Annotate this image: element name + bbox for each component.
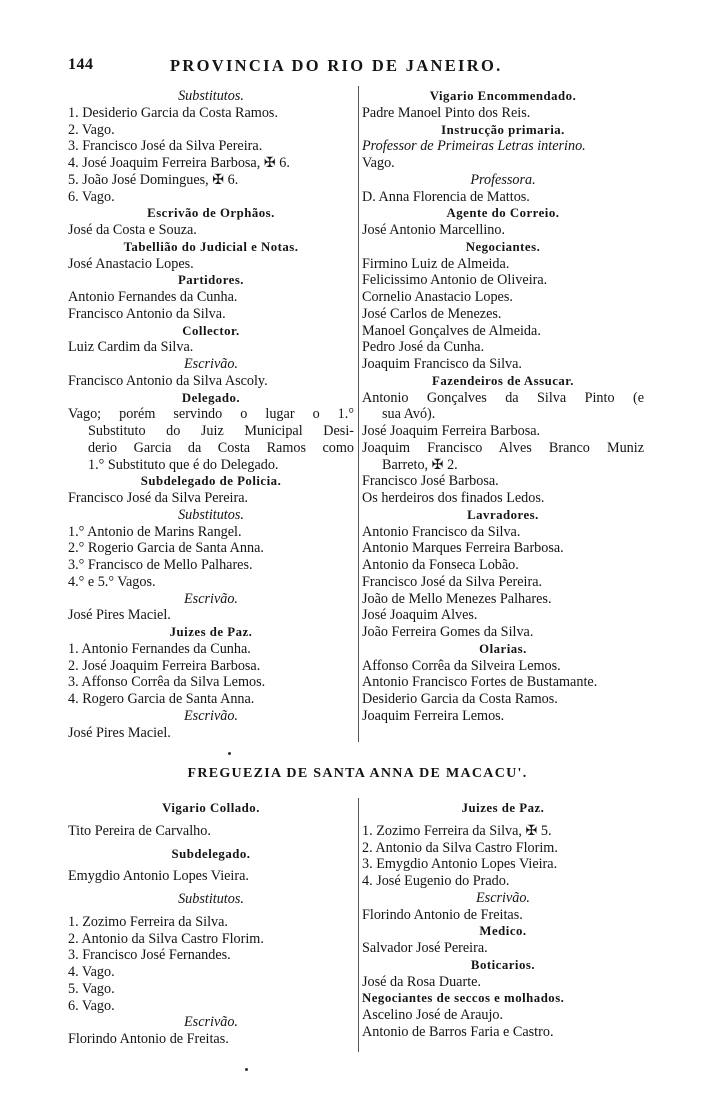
subheading: Escrivão. — [476, 889, 530, 906]
entry-line: Francisco Antonio da Silva Ascoly. — [68, 372, 268, 389]
section-heading: Subdelegado. — [171, 846, 251, 861]
subheading: Escrivão. — [184, 590, 238, 607]
entry-line: João de Mello Menezes Palhares. — [362, 590, 552, 607]
entry-line: Affonso Corrêa da Silveira Lemos. — [362, 657, 561, 674]
entry-line: Emygdio Antonio Lopes Vieira. — [68, 868, 249, 885]
entry-line: Manoel Gonçalves de Almeida. — [362, 322, 541, 339]
entry-line: 4.° e 5.° Vagos. — [68, 573, 156, 590]
entry-line: 6. Vago. — [68, 188, 115, 205]
entry-line: Francisco Antonio da Silva. — [68, 305, 226, 322]
entry-line: Tito Pereira de Carvalho. — [68, 822, 211, 839]
entry-line: 3. Emygdio Antonio Lopes Vieira. — [362, 856, 558, 873]
entry-line: sua Avó). — [382, 406, 436, 423]
section-heading: Vigario Collado. — [162, 801, 260, 815]
entry-line: Barreto, ✠ 2. — [382, 456, 458, 473]
entry-line: Substituto do Juiz Municipal Desi- — [88, 423, 354, 439]
column-rule-upper — [358, 86, 359, 742]
entry-line: 3. Francisco José da Silva Pereira. — [68, 138, 263, 155]
section-heading: Juizes de Paz. — [169, 625, 253, 639]
section-heading: Olarias. — [479, 641, 527, 656]
entry-line: José da Costa e Souza. — [68, 222, 197, 238]
entry-line: Antonio Francisco Fortes de Bustamante. — [362, 674, 598, 691]
entry-line: 3. Affonso Corrêa da Silva Lemos. — [68, 674, 266, 691]
entry-line: 1.° Substituto que é do Delegado. — [88, 456, 279, 473]
section-heading: Agente do Correio. — [446, 206, 560, 221]
section-title: FREGUEZIA DE SANTA ANNA DE MACACU'. — [187, 766, 528, 781]
subheading: Escrivão. — [184, 707, 238, 724]
entry-line: José da Rosa Duarte. — [362, 973, 481, 990]
subheading: Substitutos. — [178, 506, 244, 523]
entry-line: Desiderio Garcia da Costa Ramos. — [362, 691, 558, 707]
entry-line: Cornelio Anastacio Lopes. — [362, 289, 513, 305]
subheading: Escrivão. — [184, 356, 238, 372]
entry-line: José Carlos de Menezes. — [362, 305, 502, 322]
section-heading: Juizes de Paz. — [461, 801, 545, 815]
entry-line: Antonio de Barros Faria e Castro. — [362, 1023, 554, 1040]
entry-line: Vago; porém servindo o lugar o 1.° — [68, 406, 354, 423]
section-heading: Lavradores. — [467, 507, 539, 522]
ornament-dot — [228, 752, 231, 755]
entry-line: José Pires Maciel. — [68, 607, 171, 624]
ornament-dot-bottom — [245, 1068, 248, 1071]
entry-line: Francisco José da Silva Pereira. — [68, 490, 249, 506]
entry-line: Padre Manoel Pinto dos Reis. — [362, 104, 531, 121]
section-heading: Collector. — [182, 323, 240, 338]
section-heading: Medico. — [479, 924, 527, 939]
section-heading: Instrucção primaria. — [441, 122, 565, 137]
subheading: Substitutos. — [178, 88, 244, 104]
section-heading: Delegado. — [181, 390, 241, 405]
upper-right-column — [362, 88, 644, 725]
section-heading: Fazendeiros de Assucar. — [432, 373, 574, 388]
entry-line: José Antonio Marcellino. — [362, 222, 506, 238]
entry-line: 6. Vago. — [68, 997, 115, 1014]
section-heading: Vigario Encommendado. — [429, 89, 577, 103]
entry-line: Firmino Luiz de Almeida. — [362, 255, 510, 272]
entry-line: Antonio Francisco da Silva. — [362, 523, 521, 540]
entry-line: Os herdeiros dos finados Ledos. — [362, 490, 545, 506]
lower-right-column — [362, 800, 644, 1041]
entry-line: José Joaquim Alves. — [362, 607, 478, 624]
page-header — [0, 56, 715, 80]
entry-line: 1. Desiderio Garcia da Costa Ramos. — [68, 104, 278, 121]
section-heading: Boticarios. — [470, 957, 536, 972]
entry-line: 2. Antonio da Silva Castro Florim. — [362, 839, 558, 856]
entry-line: Felicissimo Antonio de Oliveira. — [362, 272, 548, 289]
entry-line: 1. Antonio Fernandes da Cunha. — [68, 640, 251, 657]
entry-line: Vago. — [362, 155, 395, 171]
entry-line: Luiz Cardim da Silva. — [68, 339, 194, 356]
entry-line: 5. João José Domingues, ✠ 6. — [68, 171, 239, 188]
column-rule-lower — [358, 798, 359, 1052]
subheading: Escrivão. — [184, 1014, 238, 1031]
entry-line: 2. Antonio da Silva Castro Florim. — [68, 930, 264, 947]
entry-line: 4. José Joaquim Ferreira Barbosa, ✠ 6. — [68, 155, 290, 171]
section-heading: Negociantes. — [465, 239, 541, 254]
entry-line: Salvador José Pereira. — [362, 940, 488, 956]
entry-line: 1.° Antonio de Marins Rangel. — [68, 523, 242, 540]
entry-line: 1. Zozimo Ferreira da Silva, ✠ 5. — [362, 822, 552, 839]
entry-line: Florindo Antonio de Freitas. — [68, 1031, 229, 1047]
section-heading: Escrivão de Orphãos. — [147, 206, 275, 221]
entry-line: Florindo Antonio de Freitas. — [362, 906, 523, 923]
entry-line: Pedro José da Cunha. — [362, 339, 485, 356]
entry-line: Joaquim Francisco Alves Branco Muniz — [362, 439, 644, 456]
entry-line: 2. Vago. — [68, 121, 115, 138]
subheading: Professora. — [470, 171, 536, 188]
entry-line: João Ferreira Gomes da Silva. — [362, 624, 534, 640]
entry-line: José Joaquim Ferreira Barbosa. — [362, 423, 541, 439]
entry-line: 3. Francisco José Fernandes. — [68, 947, 231, 964]
lower-left-column — [68, 800, 354, 1048]
entry-line: 2.° Rogerio Garcia de Santa Anna. — [68, 540, 264, 557]
entry-line: José Anastacio Lopes. — [68, 255, 194, 272]
entry-line: Joaquim Ferreira Lemos. — [362, 707, 505, 724]
page-number: 144 — [68, 56, 94, 73]
entry-line: 5. Vago. — [68, 980, 115, 997]
entry-line: José Pires Maciel. — [68, 724, 171, 741]
entry-line: 2. José Joaquim Ferreira Barbosa. — [68, 657, 261, 674]
entry-line: Antonio Gonçalves da Silva Pinto (e — [362, 389, 644, 406]
entry-line: derio Garcia da Costa Ramos como — [88, 439, 354, 456]
entry-line: Ascelino José de Araujo. — [362, 1007, 504, 1023]
entry-line: Antonio Fernandes da Cunha. — [68, 289, 238, 305]
entry-line: 1. Zozimo Ferreira da Silva. — [68, 913, 228, 930]
upper-left-column — [68, 88, 354, 741]
entry-line: Antonio Marques Ferreira Barbosa. — [362, 540, 564, 557]
running-title: PROVINCIA DO RIO DE JANEIRO. — [170, 56, 503, 75]
entry-line: Professor de Primeiras Letras interino. — [362, 138, 586, 155]
entry-line: 3.° Francisco de Mello Palhares. — [68, 557, 253, 573]
subheading: Substitutos. — [178, 891, 244, 907]
section-heading: Negociantes de seccos e molhados. — [362, 991, 565, 1006]
entry-line: Antonio da Fonseca Lobão. — [362, 557, 519, 573]
entry-line: Joaquim Francisco da Silva. — [362, 356, 522, 372]
section-heading: Partidores. — [177, 273, 245, 288]
entry-line: Francisco José Barbosa. — [362, 473, 499, 490]
entry-line: Francisco José da Silva Pereira. — [362, 573, 543, 590]
entry-line: 4. José Eugenio do Prado. — [362, 873, 510, 889]
section-heading: Tabellião do Judicial e Notas. — [123, 239, 299, 254]
entry-line: 4. Vago. — [68, 964, 115, 980]
entry-line: 4. Rogero Garcia de Santa Anna. — [68, 691, 255, 707]
entry-line: D. Anna Florencia de Mattos. — [362, 188, 530, 205]
section-heading: Subdelegado de Policia. — [140, 474, 282, 489]
